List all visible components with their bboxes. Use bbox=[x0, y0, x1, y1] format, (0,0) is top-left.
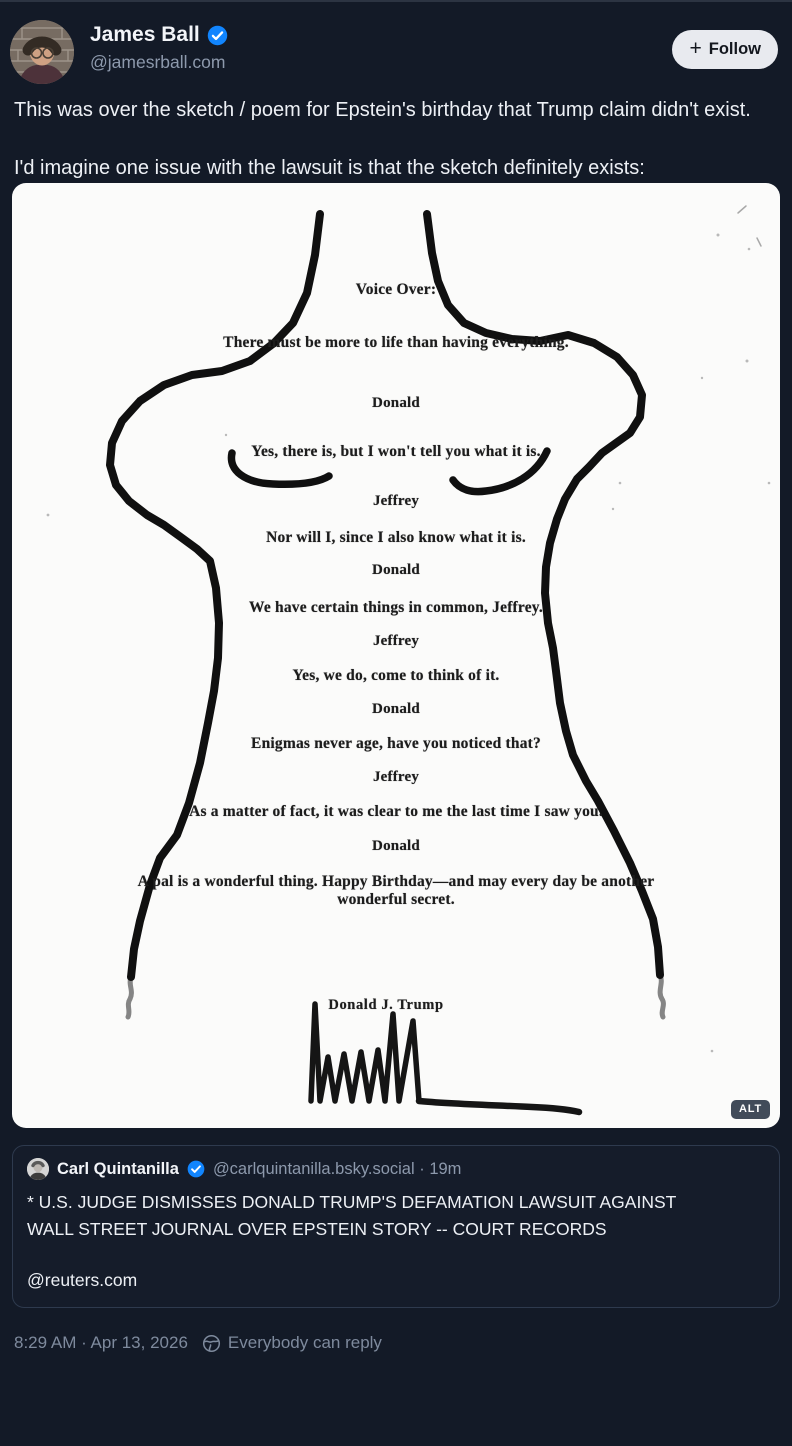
post-paragraph: I'd imagine one issue with the lawsuit is that the sketch definitely exists: bbox=[14, 157, 645, 179]
post-header bbox=[0, 0, 792, 84]
follow-button[interactable] bbox=[672, 30, 778, 69]
poem-line: Jeffrey bbox=[372, 633, 420, 649]
post-text bbox=[14, 96, 778, 183]
quote-verified-badge-icon bbox=[187, 1160, 205, 1178]
poem-line: Yes, we do, come to think of it. bbox=[292, 667, 500, 684]
poem-line: Jeffrey bbox=[372, 769, 420, 785]
poem-line: wonderful secret. bbox=[337, 891, 455, 908]
quote-author-handle: @carlquintanilla.bsky.social · 19m bbox=[212, 1159, 462, 1178]
alt-badge[interactable]: ALT bbox=[731, 1100, 770, 1119]
reply-gate-label[interactable]: Everybody can reply bbox=[227, 1333, 382, 1352]
torso-sketch-drawing bbox=[12, 183, 780, 1128]
poem-line: Voice Over: bbox=[355, 281, 437, 298]
post-meta-row bbox=[14, 1333, 778, 1353]
avatar-image bbox=[10, 20, 74, 84]
plus-icon: + bbox=[689, 37, 702, 60]
quoted-post-card[interactable] bbox=[12, 1145, 780, 1308]
verified-badge-icon bbox=[207, 25, 228, 46]
poem-line: Nor will I, since I also know what it is. bbox=[266, 529, 526, 546]
poem-line: Donald bbox=[372, 395, 420, 411]
quote-author-name: Carl Quintanilla bbox=[57, 1159, 179, 1178]
post-paragraph: This was over the sketch / poem for Epstein's birthday that Trump claim didn't exist. bbox=[14, 99, 751, 121]
author-name[interactable]: James Ball bbox=[90, 23, 200, 46]
quote-mention: @reuters.com bbox=[27, 1270, 138, 1290]
globe-icon bbox=[202, 1334, 221, 1353]
quote-timestamp: 19m bbox=[429, 1159, 462, 1178]
poem-line: As a matter of fact, it was clear to me the last time I saw you. bbox=[189, 803, 603, 820]
poem-line: Donald bbox=[372, 838, 420, 854]
author-meta bbox=[90, 23, 228, 73]
follow-button-label: Follow bbox=[708, 40, 761, 58]
poem-line: There must be more to life than having everything. bbox=[223, 334, 569, 351]
poem-line: Donald bbox=[372, 701, 420, 717]
embedded-image[interactable] bbox=[12, 183, 780, 1128]
poem-line: We have certain things in common, Jeffrey. bbox=[249, 599, 543, 616]
author-handle[interactable]: @jamesrball.com bbox=[90, 52, 226, 72]
poem-line: Yes, there is, but I won't tell you what it is. bbox=[251, 443, 541, 460]
quote-text: * U.S. JUDGE DISMISSES DONALD TRUMP'S DEFAMATION LAWSUIT AGAINST WALL STREET JOURNAL OVER EPSTEIN STORY -- COURT RECORDS bbox=[27, 1192, 677, 1239]
top-divider bbox=[0, 0, 792, 2]
timestamp: 8:29 AM · Apr 13, 2026 bbox=[14, 1333, 188, 1352]
quote-header bbox=[27, 1158, 765, 1180]
poem-line: A pal is a wonderful thing. Happy Birthday—and may every day be another bbox=[137, 873, 655, 890]
poem-line: Donald bbox=[372, 562, 420, 578]
author-avatar[interactable] bbox=[10, 20, 74, 84]
signature-typed-name: Donald J. Trump bbox=[328, 997, 444, 1013]
quote-author-avatar bbox=[27, 1158, 49, 1180]
poem-line: Jeffrey bbox=[372, 493, 420, 509]
poem-line: Enigmas never age, have you noticed that? bbox=[251, 735, 541, 752]
